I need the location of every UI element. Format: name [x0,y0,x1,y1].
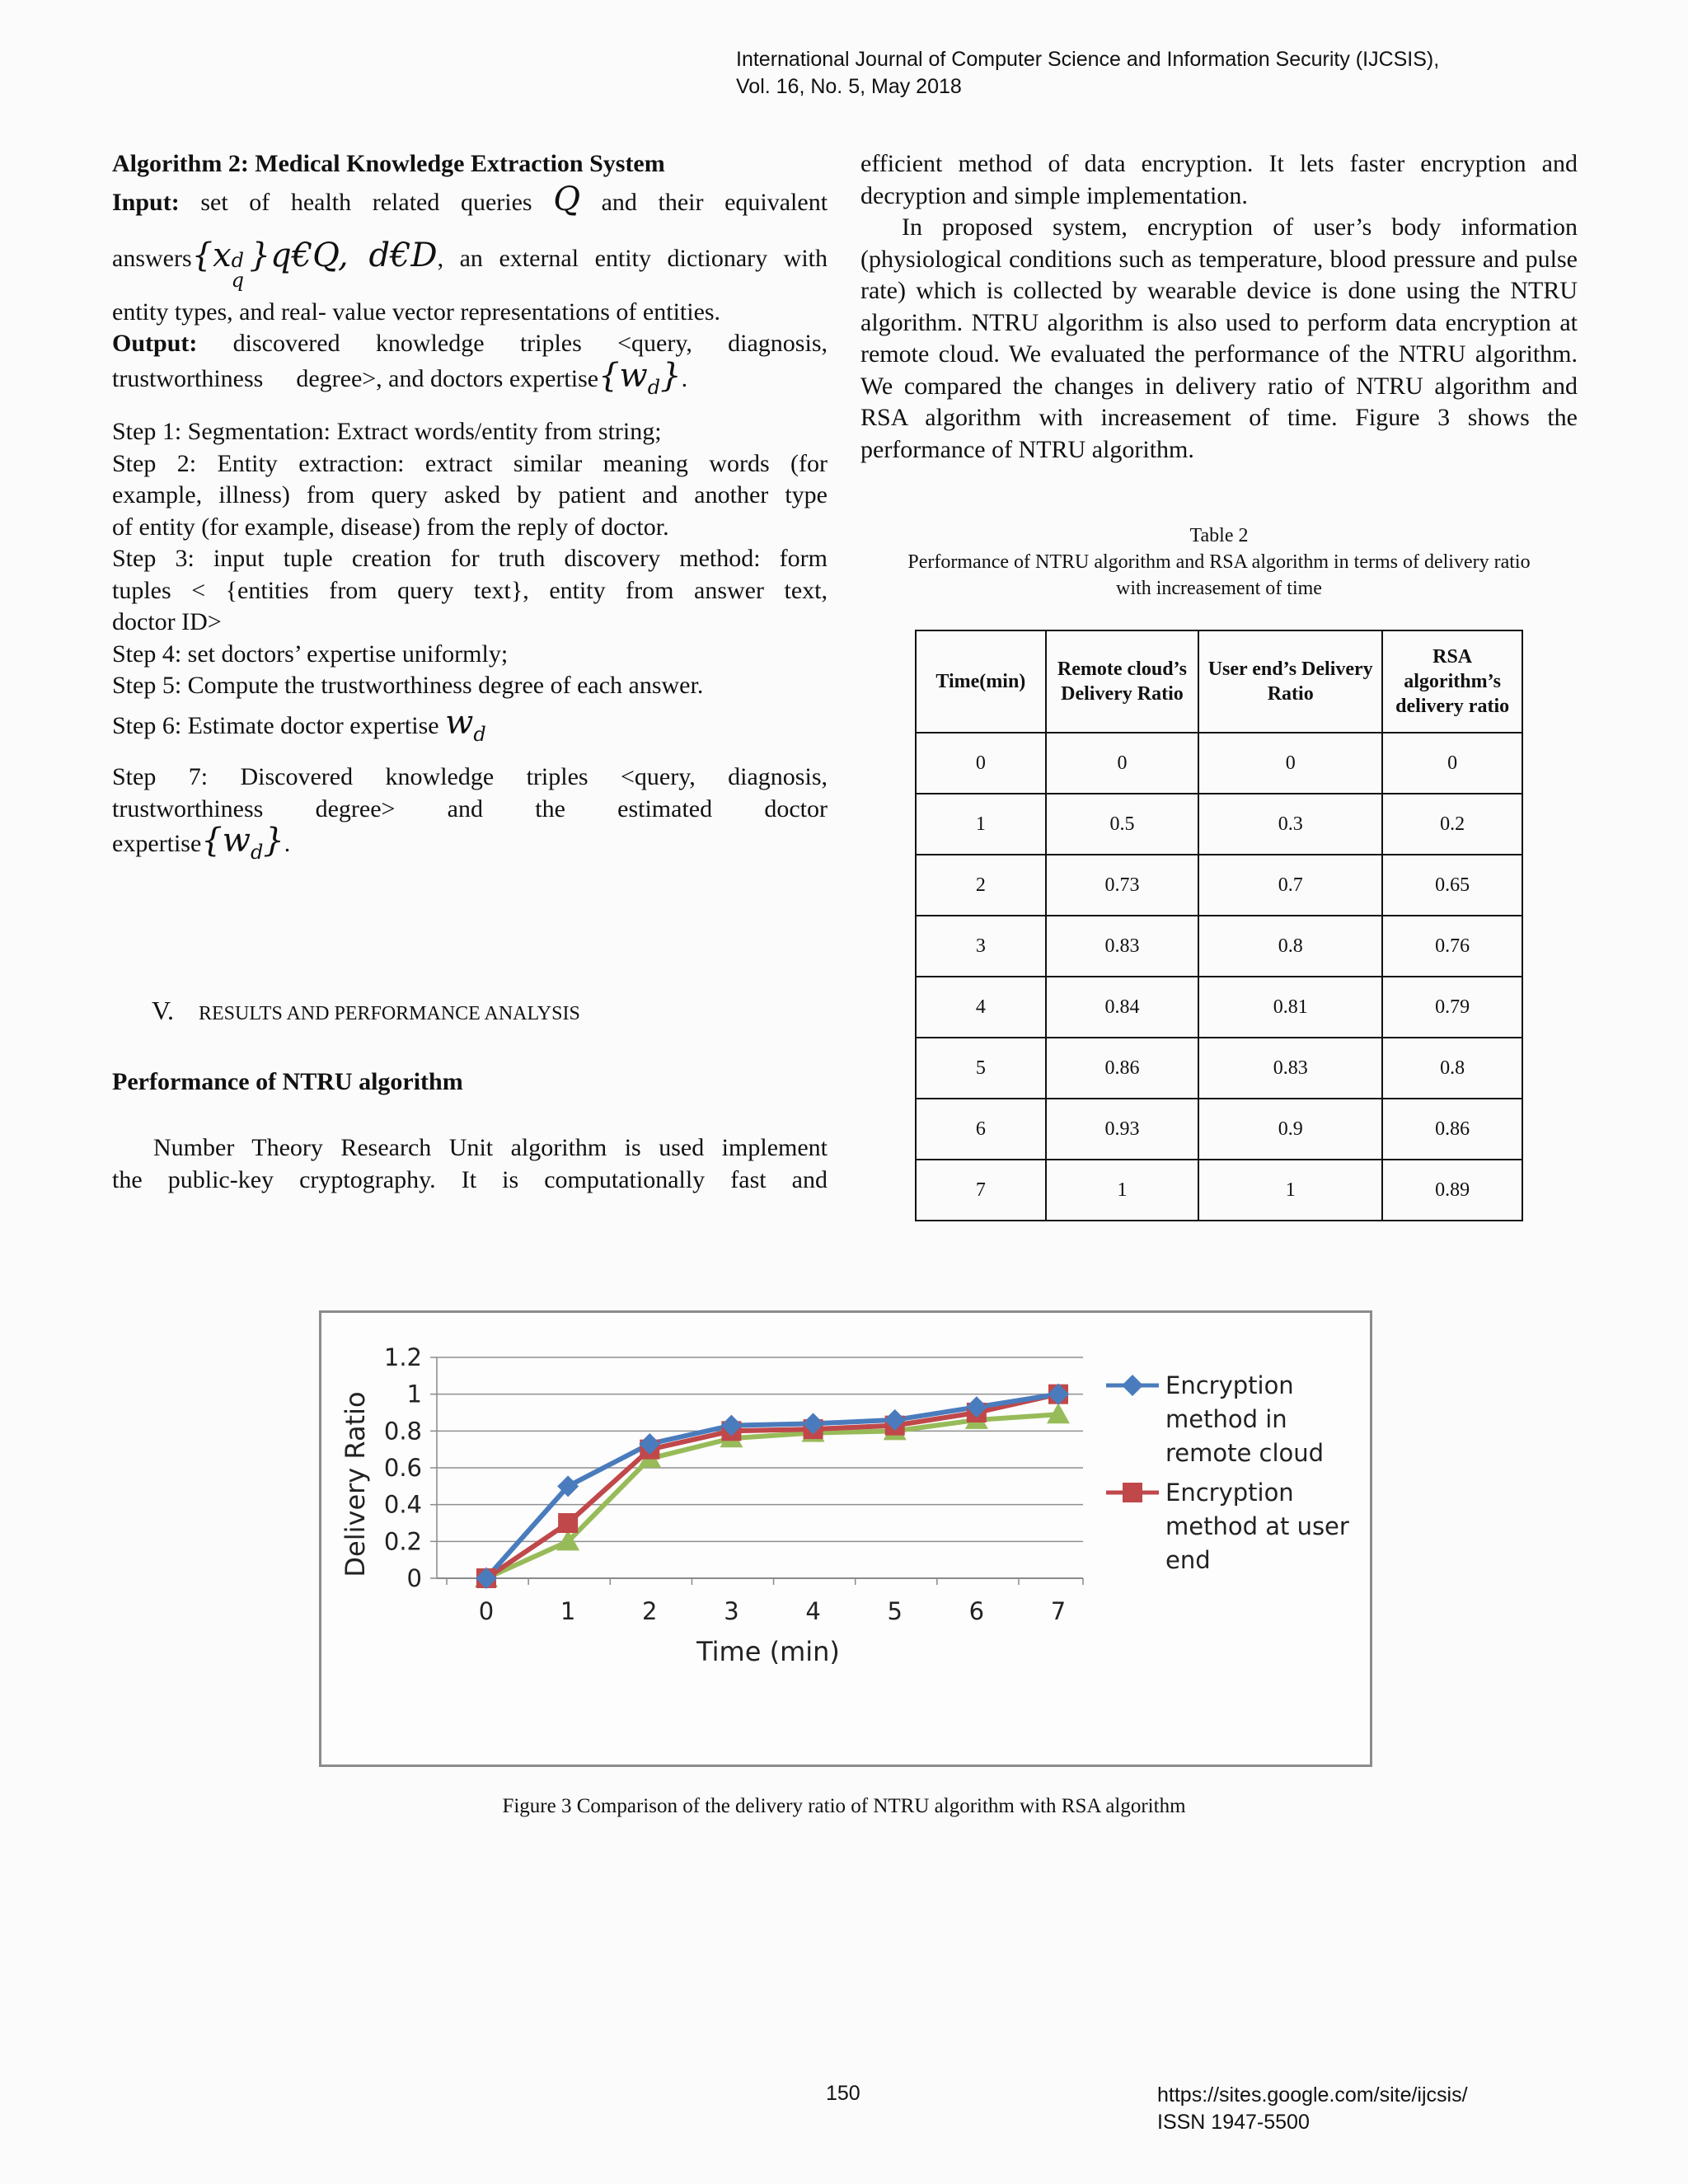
y-tick-label: 0.6 [383,1454,422,1482]
legend-label: method at user [1165,1512,1349,1540]
table-cell: 4 [916,977,1046,1038]
step-5: Step 5: Compute the trustworthiness degree of each answer. [112,672,704,699]
table-cell: 0.7 [1198,855,1382,916]
section-title: RESULTS AND PERFORMANCE ANALYSIS [198,1003,580,1024]
step-1: Step 1: Segmentation: Extract words/entity from string; [112,418,662,445]
x-tick-label: 4 [805,1597,821,1625]
table-number: Table 2 [1189,525,1249,546]
table-cell: 0.5 [1046,794,1198,855]
step-7-line-2: trustworthiness degree> and the estimated doctor [112,794,828,823]
right-para-1-line-1: efficient method of data encryption. It lets faster encryption and [860,150,1578,177]
table-title-line-1: Performance of NTRU algorithm and RSA algorithm in terms of delivery ratio [907,551,1531,573]
table-header-cell: Remote cloud’s Delivery Ratio [1046,630,1198,733]
right-column [860,148,1578,466]
table-cell: 0.8 [1382,1038,1522,1099]
table-cell: 0.73 [1046,855,1198,916]
y-tick-label: 0 [406,1564,422,1592]
table-cell: 0.83 [1198,1038,1382,1099]
right-para-2: In proposed system, encryption of user’s body information (physiological conditions such as temperature, blood pressure and pulse rate) which is collected by wearable device is done using the NTRU algorithm. NTRU algorithm is also used to perform data encryption at remote cloud. We evaluated the performance of the NTRU algorithm. We compared the changes in delivery ratio of NTRU algorithm and RSA algorithm with increasement of time. Figure 3 shows the performance of NTRU algorithm. [860,213,1578,463]
section-paragraph-line-2: the public-key cryptography. It is computationally fast and [112,1165,828,1193]
table-cell: 0.76 [1382,916,1522,977]
table-row [916,733,1522,794]
table-cell: 6 [916,1099,1046,1160]
table-cell: 0.8 [1198,916,1382,977]
algorithm-input-cont: entity types, and real- value vector representations of entities. [112,298,721,326]
query-set-symbol: Q [553,180,580,218]
algorithm-input-line: Input: set of health related queries Q and their equivalent [112,180,828,218]
x-tick-label: 1 [560,1597,576,1625]
step-2-line-3: of entity (for example, disease) from the reply of doctor. [112,513,669,541]
table-cell: 0.86 [1046,1038,1198,1099]
data-point [1123,1483,1142,1502]
table-cell: 0.3 [1198,794,1382,855]
step-3-line-1: Step 3: input tuple creation for truth discovery method: form [112,545,828,572]
table-cell: 0 [1382,733,1522,794]
table-cell: 1 [1046,1160,1198,1221]
table-row [916,855,1522,916]
table-cell: 0.65 [1382,855,1522,916]
x-tick-label: 2 [642,1597,658,1625]
table-row [916,1038,1522,1099]
table-cell: 0.93 [1046,1099,1198,1160]
figure-caption: Figure 3 Comparison of the delivery ratio of NTRU algorithm with RSA algorithm [502,1795,1186,1817]
algorithm-output-cont: trustworthiness degree>, and doctors $expertise\{w_d\}$. [112,356,688,399]
delivery-ratio-chart [321,1313,1365,1760]
table-cell: 0.79 [1382,977,1522,1038]
table-row [916,1099,1522,1160]
table-cell: 7 [916,1160,1046,1221]
y-tick-label: 0.2 [383,1527,422,1556]
x-tick-label: 5 [887,1597,903,1625]
x-tick-label: 3 [724,1597,739,1625]
table-row [916,977,1522,1038]
algorithm-answers-line: answers{x d q }q€Q, d€D, an external entity dictionary with [112,237,828,292]
table-header-cell: Time(min) [916,630,1046,733]
table-cell: 0.83 [1046,916,1198,977]
step-7-line-1: Step 7: Discovered knowledge triples <query, diagnosis, [112,763,828,790]
y-tick-label: 0.4 [383,1490,422,1519]
doctor-expertise-symbol: $w_d$ [445,703,486,746]
y-tick-label: 0.8 [383,1417,422,1446]
section-paragraph [112,1132,828,1196]
section-heading [152,996,580,1026]
table-cell: 0.86 [1382,1099,1522,1160]
data-point [558,1513,578,1533]
step-3-line-3: doctor ID> [112,608,222,635]
table-cell: 3 [916,916,1046,977]
delivery-ratio-table [915,630,1523,1221]
table-cell: 0.81 [1198,977,1382,1038]
x-tick-label: 6 [968,1597,985,1625]
table-cell: 1 [1198,1160,1382,1221]
journal-header [736,46,1560,101]
table-cell: 0 [1198,733,1382,794]
page-number: 150 [826,2082,860,2105]
x-tick-label: 0 [478,1597,495,1625]
left-column [112,148,828,869]
legend-label: Encryption [1165,1479,1294,1507]
table-header-cell: User end’s Delivery Ratio [1198,630,1382,733]
table-row [916,916,1522,977]
step-4: Step 4: set doctors’ expertise uniformly; [112,640,509,668]
step-6: Step 6: Estimate doctor expertise $w_d$ [112,703,486,746]
step-7-line-3: $expertise\{w_d\}$. [112,822,291,864]
journal-url: https://sites.google.com/site/ijcsis/ [1157,2083,1468,2107]
series-line [486,1414,1058,1578]
table-cell: 0.89 [1382,1160,1522,1221]
journal-name: International Journal of Computer Science and Information Security (IJCSIS), [736,48,1440,71]
data-point [1122,1375,1143,1396]
section-paragraph-line-1: Number Theory Research Unit algorithm is used implement [153,1134,828,1161]
legend-label: Encryption [1165,1371,1294,1399]
algorithm-title: Algorithm 2: Medical Knowledge Extraction System [112,150,665,177]
table-cell: 5 [916,1038,1046,1099]
table-row [916,794,1522,855]
legend-label: end [1165,1546,1211,1574]
step-2-line-1: Step 2: Entity extraction: extract similar meaning words (for [112,449,828,477]
journal-volume: Vol. 16, No. 5, May 2018 [736,75,962,98]
algorithm-output-line: Output: discovered knowledge triples <query, diagnosis, [112,330,828,357]
expertise-set-symbol: $\{w_d\}$ [201,822,284,864]
y-tick-label: 1 [406,1380,422,1408]
subsection-heading: Performance of NTRU algorithm [112,1068,463,1095]
table-cell: 0.84 [1046,977,1198,1038]
table-header-cell: RSA algorithm’s delivery ratio [1382,630,1522,733]
legend-label: method in [1165,1405,1287,1433]
table-header-row [916,630,1522,733]
step-3-line-2: tuples < {entities from query text}, entity from answer text, [112,576,828,604]
expertise-symbol: $\{w_d\}$ [598,356,682,399]
table-row [916,1160,1522,1221]
figure-3-frame [319,1310,1372,1767]
x-tick-label: 7 [1050,1597,1067,1625]
section-number: V. [152,996,174,1025]
step-2-line-2: example, illness) from query asked by patient and another type [112,481,828,509]
table-cell: 0 [916,733,1046,794]
table-caption [860,523,1578,602]
table-cell: 0.2 [1382,794,1522,855]
table-cell: 0 [1046,733,1198,794]
x-axis-title: Time (min) [696,1636,840,1667]
y-tick-label: 1.2 [383,1343,422,1371]
footer-url [1157,2082,1468,2136]
table-cell: 1 [916,794,1046,855]
table-cell: 2 [916,855,1046,916]
journal-issn: ISSN 1947-5500 [1157,2111,1310,2134]
answers-math: {x d q }q€Q, d€D [191,237,438,292]
table-title-line-2: with increasement of time [1116,578,1322,599]
legend-label: remote cloud [1165,1439,1325,1467]
right-para-1-line-2: decryption and simple implementation. [860,181,1248,209]
y-axis-title: Delivery Ratio [340,1391,371,1577]
table-cell: 0.9 [1198,1099,1382,1160]
